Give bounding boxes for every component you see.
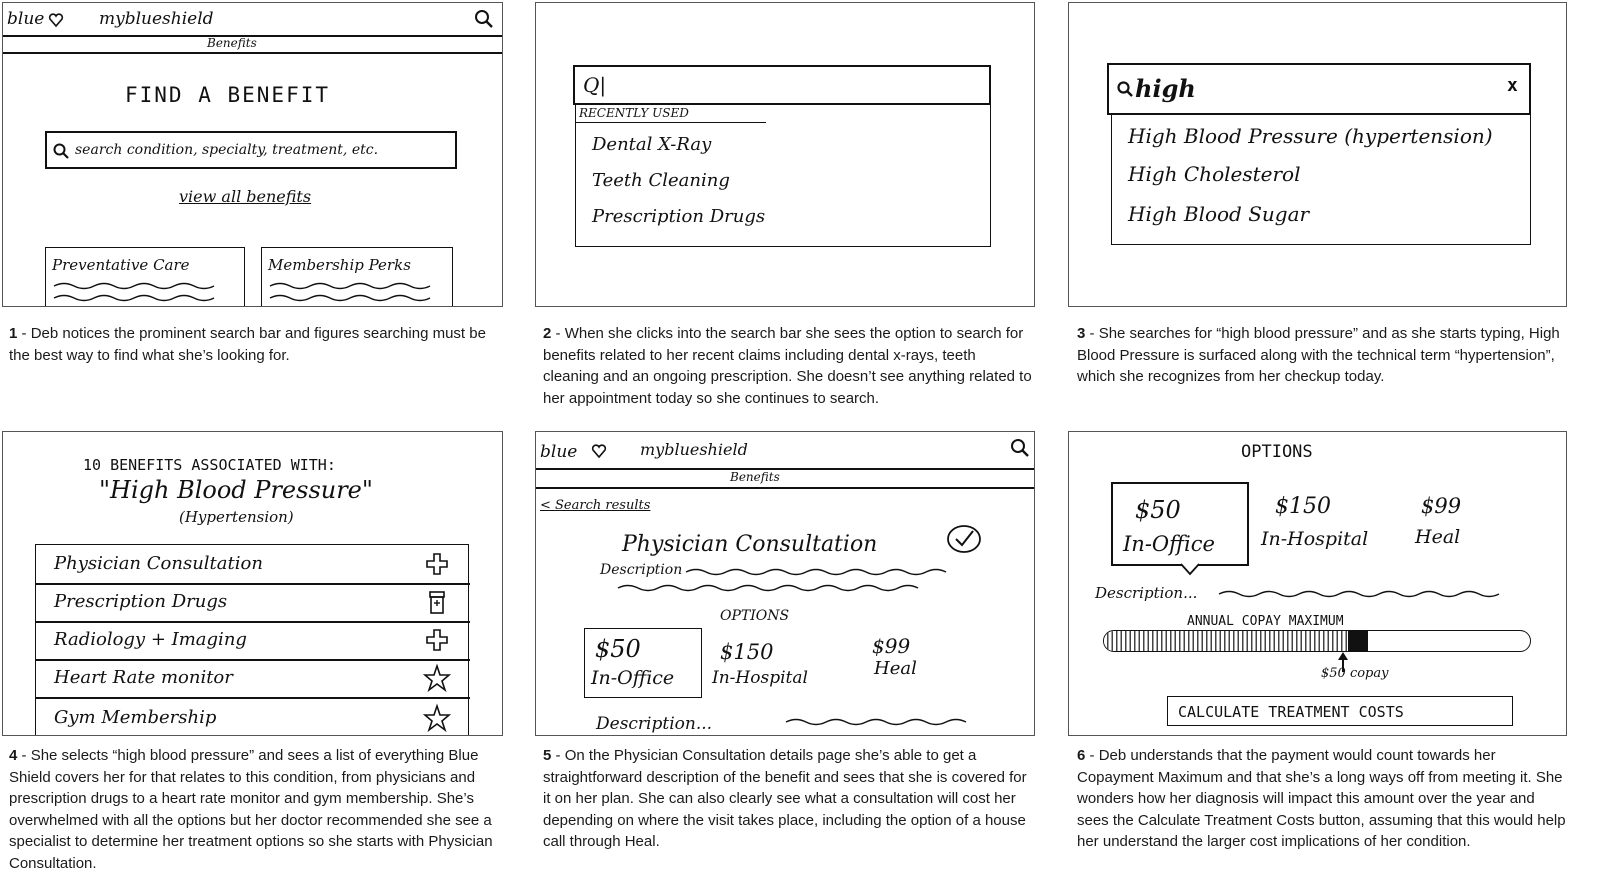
star-icon [424, 665, 450, 691]
recent-item[interactable]: Teeth Cleaning [592, 170, 730, 191]
caption-5: 5 - On the Physician Consultation details page she’s able to get a straightforward description of the benefit and sees that she is covered for it on her plan. She can also clearly see what a consultation will cost her depending on where the visit takes place, including the option of a house call through Heal. [543, 747, 1027, 851]
benefit-item-gym[interactable]: Gym Membership [54, 707, 217, 728]
condition-title: "High Blood Pressure" [99, 476, 373, 504]
benefit-title: Physician Consultation [622, 532, 878, 557]
heart-icon [49, 13, 63, 27]
option-price: $50 [595, 635, 641, 663]
page-heading: FIND A BENEFIT [125, 83, 331, 107]
storyboard-panel-6 [1068, 431, 1567, 736]
benefit-card-preventative[interactable] [45, 247, 245, 307]
caption-number: 3 [1077, 325, 1086, 342]
storyboard-panel-5 [535, 431, 1035, 736]
options-label: OPTIONS [1241, 442, 1313, 462]
search-bar[interactable] [45, 131, 457, 169]
covered-check-icon [946, 524, 982, 554]
option-price: $50 [1135, 496, 1181, 524]
caption-2: 2 - When she clicks into the search bar she sees the option to search for benefits related to her recent claims including dental x-rays, teeth cleaning and an ongoing prescription. She doesn’t see anything related to her appointment today so she continues to search. [543, 325, 1032, 407]
benefit-list [35, 544, 469, 736]
option-card-in-office[interactable] [584, 628, 702, 698]
star-icon [424, 705, 450, 731]
caption-number: 6 [1077, 747, 1086, 764]
option-card-in-office[interactable] [1111, 482, 1249, 566]
copay-meter-marker [1348, 631, 1368, 651]
heart-icon [592, 444, 606, 458]
card-title: Preventative Care [52, 256, 190, 274]
caption-number: 4 [9, 747, 18, 764]
row-divider [36, 659, 470, 661]
card-title: Membership Perks [268, 256, 411, 274]
row-divider [36, 583, 470, 585]
nav-benefits[interactable]: Benefits [730, 470, 780, 484]
benefit-card-membership[interactable] [261, 247, 453, 307]
placeholder-text-squiggle [786, 716, 966, 730]
nav-benefits[interactable]: Benefits [207, 36, 257, 50]
caption-number: 5 [543, 747, 552, 764]
condition-subterm: (Hypertension) [179, 508, 294, 526]
recent-dropdown [575, 103, 991, 247]
search-input[interactable]: Q| [583, 73, 607, 97]
selected-pointer [1181, 564, 1199, 576]
caption-text: On the Physician Consultation details page she’s able to get a straightforward description of the benefit and sees that she is covered for it on her plan. She can also clearly see what a consultation will cost her depending on where the visit takes place, including the option of a house call through Heal. [543, 747, 1027, 851]
option-price[interactable]: $99 [1421, 494, 1462, 518]
search-icon [1117, 81, 1133, 97]
storyboard-panel-2 [535, 2, 1035, 307]
caption-text: She searches for “high blood pressure” and as she starts typing, High Blood Pressure is surfaced along with the technical term “hypertension”, which she recognizes from her checkup today. [1077, 325, 1560, 386]
description-label: Description... [1095, 584, 1198, 602]
caption-text: When she clicks into the search bar she sees the option to search for benefits related to her recent claims including dental x-rays, teeth cleaning and an ongoing prescription. She doesn’t see anything related to her appointment today so she continues to search. [543, 325, 1032, 407]
placeholder-text-squiggle [618, 582, 936, 596]
copay-marker-label: $50 copay [1321, 666, 1389, 681]
suggestion-item[interactable]: High Blood Sugar [1128, 202, 1310, 226]
search-input[interactable]: search condition, specialty, treatment, etc. [75, 142, 379, 158]
row-divider [36, 621, 470, 623]
option-price[interactable]: $99 [872, 634, 911, 658]
storyboard-panel-3 [1068, 2, 1567, 307]
options-label: OPTIONS [720, 608, 790, 624]
search-icon[interactable] [474, 9, 494, 29]
site-title: myblueshield [99, 9, 214, 29]
medical-cross-icon [426, 553, 448, 575]
option-label[interactable]: Heal [874, 658, 917, 679]
caption-3: 3 - She searches for “high blood pressure” and as she starts typing, High Blood Pressure is surfaced along with the technical term “hypertension”, which she recognizes from her checkup today. [1077, 325, 1560, 386]
results-count: 10 BENEFITS ASSOCIATED WITH: [83, 456, 336, 474]
section-divider [576, 122, 766, 123]
search-icon[interactable] [1010, 438, 1030, 458]
suggestion-dropdown [1111, 113, 1531, 245]
benefit-item-heart-rate[interactable]: Heart Rate monitor [54, 667, 233, 688]
recent-item[interactable]: Prescription Drugs [592, 206, 766, 227]
description-label: Description... [596, 714, 713, 734]
view-all-benefits-link[interactable]: view all benefits [179, 187, 312, 206]
button-label: CALCULATE TREATMENT COSTS [1178, 703, 1404, 721]
placeholder-text-squiggle [1219, 588, 1489, 602]
nav-divider [536, 487, 1035, 489]
caption-1: 1 - Deb notices the prominent search bar and figures searching must be the best way to find what she’s looking for. [9, 325, 486, 364]
caption-6: 6 - Deb understands that the payment would count towards her Copayment Maximum and that she’s a long ways off from meeting it. She wonders how her diagnosis will impact this amount over the year and sees the Calculate Treatment Costs button, assuming that this would help her understand the larger cost implications of her condition. [1077, 747, 1566, 851]
caption-4: 4 - She selects “high blood pressure” and sees a list of everything Blue Shield covers her for that relates to this condition, from physicians and prescription drugs to a heart rate monitor and gym membership. She’s overwhelmed with all the options but her doctor recommended she see a specialist to determine her treatment options so she starts with Physician Consultation. [9, 747, 493, 872]
option-label: In-Office [1123, 532, 1215, 556]
copay-meter-label: ANNUAL COPAY MAXIMUM [1187, 614, 1344, 629]
row-divider [36, 697, 470, 699]
benefit-item-physician[interactable]: Physician Consultation [54, 553, 263, 574]
medical-cross-icon [426, 629, 448, 651]
placeholder-text-squiggle [54, 280, 234, 304]
copay-meter-fill [1104, 631, 1368, 651]
option-price[interactable]: $150 [720, 640, 774, 664]
option-label[interactable]: In-Hospital [1261, 528, 1369, 550]
benefit-item-prescription[interactable]: Prescription Drugs [54, 591, 228, 612]
header-divider [536, 468, 1035, 470]
nav-divider [3, 52, 503, 54]
description-label: Description [600, 562, 683, 578]
logo: blue [540, 442, 578, 462]
suggestion-item[interactable]: High Cholesterol [1128, 162, 1301, 186]
caption-text: Deb understands that the payment would count towards her Copayment Maximum and that she’s a long ways off from meeting it. She wonders how her diagnosis will impact this amount over the year and sees the Calculate Treatment Costs button, assuming that this would help her understand the larger cost implications of her condition. [1077, 747, 1566, 851]
caption-number: 2 [543, 325, 552, 342]
recent-item[interactable]: Dental X-Ray [592, 134, 712, 155]
clear-button[interactable]: x [1507, 75, 1518, 96]
calculate-treatment-costs-button[interactable] [1167, 696, 1513, 726]
placeholder-text-squiggle [270, 280, 442, 304]
option-label: In-Office [591, 667, 675, 689]
recently-used-label: RECENTLY USED [579, 106, 689, 120]
search-bar-typing[interactable] [1107, 63, 1531, 115]
copay-meter [1103, 630, 1531, 652]
pill-bottle-icon [428, 591, 446, 615]
logo: blue [7, 9, 45, 29]
search-input[interactable]: high [1135, 74, 1196, 103]
option-price[interactable]: $150 [1275, 494, 1331, 519]
benefit-item-radiology[interactable]: Radiology + Imaging [54, 629, 247, 650]
search-icon [53, 143, 69, 159]
storyboard-panel-1 [2, 2, 503, 307]
storyboard-panel-4 [2, 431, 503, 736]
caption-text: She selects “high blood pressure” and sees a list of everything Blue Shield covers her for that relates to this condition, from physicians and prescription drugs to a heart rate monitor and gym membership. She’s overwhelmed with all the options but her doctor recommended she see a specialist to determine her treatment options so she starts with Physician Consultation. [9, 747, 493, 872]
back-link[interactable]: < Search results [540, 498, 651, 513]
caption-text: Deb notices the prominent search bar and figures searching must be the best way to find what she’s looking for. [9, 325, 486, 364]
suggestion-item[interactable]: High Blood Pressure (hypertension) [1128, 124, 1493, 148]
caption-number: 1 [9, 325, 18, 342]
search-bar-focused[interactable] [573, 65, 991, 105]
site-title: myblueshield [640, 440, 748, 459]
option-label[interactable]: Heal [1415, 526, 1461, 548]
option-label[interactable]: In-Hospital [712, 668, 808, 688]
